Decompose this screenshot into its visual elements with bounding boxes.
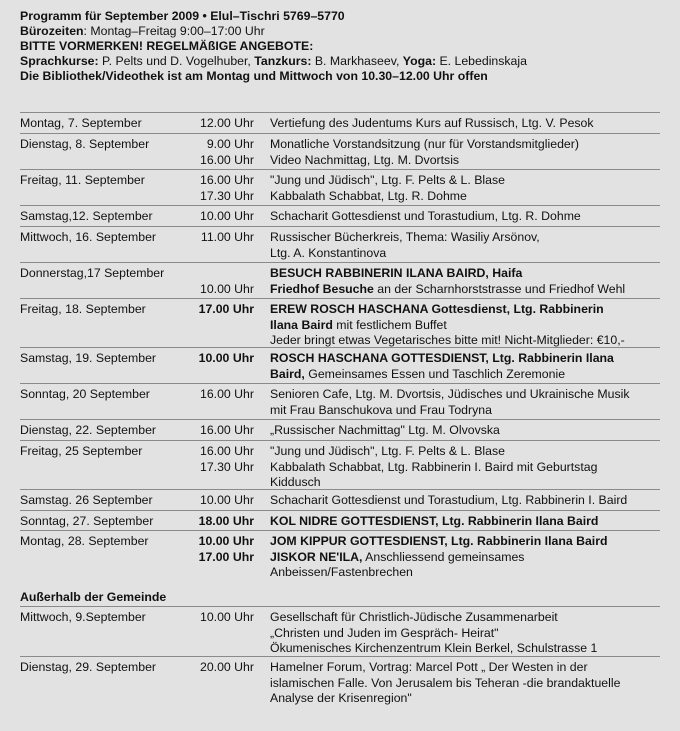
event-description bbox=[270, 173, 662, 204]
event-description bbox=[270, 266, 662, 297]
event-time-line: 17.30 Uhr bbox=[199, 459, 254, 474]
yoga-label: Yoga: bbox=[402, 54, 437, 68]
event-description-line bbox=[270, 403, 662, 419]
event-description-line bbox=[270, 550, 662, 566]
event-row-10 bbox=[20, 419, 660, 441]
event-description-text: Schacharit Gottesdienst und Torastudium, Ltg. Rabbinerin I. Baird bbox=[270, 493, 628, 507]
event-description bbox=[270, 387, 662, 418]
event-description-line bbox=[270, 423, 662, 439]
event-time-line: 16.00 Uhr bbox=[199, 173, 254, 187]
event-time-line: 12.00 Uhr bbox=[199, 116, 254, 130]
event-description-text: Video Nachmittag, Ltg. M. Dvortsis bbox=[270, 152, 460, 167]
event-description bbox=[270, 423, 662, 439]
event-description-text: Anbeissen/Fastenbrechen bbox=[270, 565, 413, 579]
event-time-line bbox=[192, 318, 254, 334]
event-description-text: Jeder bringt etwas Vegetarisches bitte mit! Nicht-Mitglieder: €10,- bbox=[270, 333, 625, 347]
event-time bbox=[192, 387, 254, 418]
event-description-text: Schacharit Gottesdienst und Torastudium, Ltg. R. Dohme bbox=[270, 209, 581, 223]
outside-event-row-1 bbox=[20, 606, 660, 656]
tanzkurs-label: Tanzkurs: bbox=[254, 54, 312, 68]
event-time-line bbox=[192, 565, 254, 581]
event-date: Samstag,12. September bbox=[20, 209, 153, 223]
event-description-line bbox=[270, 514, 662, 530]
sprachkurse-value: P. Pelts und D. Vogelhuber, bbox=[98, 54, 255, 68]
event-time bbox=[192, 116, 254, 132]
yoga-value: E. Lebedinskaja bbox=[436, 54, 527, 68]
event-description bbox=[270, 514, 662, 530]
office-hours-value: : Montag–Freitag 9:00–17:00 Uhr bbox=[83, 24, 265, 38]
event-description-text: an der Scharnhorststrasse und Friedhof Wehl bbox=[373, 281, 626, 296]
event-description-line bbox=[270, 610, 662, 626]
event-description-text: Analyse der Krisenregion" bbox=[270, 691, 412, 705]
event-row-9 bbox=[20, 383, 660, 420]
outside-heading: Außerhalb der Gemeinde bbox=[20, 590, 167, 604]
event-description-text: Kiddusch bbox=[270, 475, 321, 489]
event-description-text: Vertiefung des Judentums Kurs auf Russisch, Ltg. V. Pesok bbox=[270, 116, 594, 130]
event-row-6 bbox=[20, 262, 660, 299]
event-row-13 bbox=[20, 510, 660, 531]
event-description-text: JOM KIPPUR GOTTESDIENST, Ltg. Rabbinerin Ilana Baird bbox=[270, 534, 608, 548]
event-description-line bbox=[270, 302, 662, 318]
program-title: Programm für September 2009 • Elul–Tischri 5769–5770 bbox=[20, 9, 345, 23]
event-description-text: mit Frau Banschukova und Frau Todryna bbox=[270, 402, 492, 417]
regular-offers-notice: BITTE VORMERKEN! REGELMÄßIGE ANGEBOTE: bbox=[20, 39, 314, 53]
event-description-line bbox=[270, 351, 662, 367]
event-description bbox=[270, 230, 662, 261]
event-description-text: Senioren Cafe, Ltg. M. Dvortsis, Jüdisches und Ukrainische Musik bbox=[270, 387, 630, 401]
event-description-text: Kabbalath Schabbat, Ltg. R. Dohme bbox=[270, 188, 467, 203]
event-time-line bbox=[192, 641, 254, 657]
event-date: Donnerstag,17 September bbox=[20, 266, 165, 280]
event-description-text: Ilana Baird bbox=[270, 317, 333, 332]
event-description-line bbox=[270, 246, 662, 262]
event-description-line bbox=[270, 387, 662, 403]
event-description-line bbox=[270, 626, 662, 642]
event-time bbox=[192, 230, 254, 261]
event-description-text: "Jung und Jüdisch", Ltg. F. Pelts & L. Blase bbox=[270, 173, 505, 187]
event-description-line bbox=[270, 116, 662, 132]
event-description-line bbox=[270, 173, 662, 189]
event-row-11 bbox=[20, 440, 660, 490]
event-time-line bbox=[192, 403, 254, 419]
event-date: Samstag. 26 September bbox=[20, 493, 153, 507]
event-time bbox=[192, 660, 254, 707]
event-description-text: Anschliessend gemeinsames bbox=[362, 549, 525, 564]
event-description-text: Gemeinsames Essen und Taschlich Zeremonie bbox=[304, 366, 566, 381]
event-time-line bbox=[192, 691, 254, 707]
event-date: Sonntag, 20 September bbox=[20, 387, 150, 401]
sprachkurse-label: Sprachkurse: bbox=[20, 54, 99, 68]
event-date: Samstag, 19. September bbox=[20, 351, 157, 365]
office-hours-label: Bürozeiten bbox=[20, 24, 84, 38]
event-description-text: Monatliche Vorstandsitzung (nur für Vorstandsmitglieder) bbox=[270, 137, 579, 151]
event-description-text: ROSCH HASCHANA GOTTESDIENST, Ltg. Rabbinerin Ilana bbox=[270, 351, 614, 365]
event-row-3 bbox=[20, 169, 660, 206]
event-row-2 bbox=[20, 133, 660, 170]
event-description-text: Gesellschaft für Christlich-Jüdische Zusammenarbeit bbox=[270, 610, 558, 624]
event-description bbox=[270, 534, 662, 581]
event-row-4 bbox=[20, 205, 660, 227]
event-time-line: 9.00 Uhr bbox=[206, 137, 254, 151]
event-time-line: 17.00 Uhr bbox=[198, 549, 254, 564]
event-description-text: JISKOR NE'ILA, bbox=[270, 549, 363, 564]
event-time-line bbox=[192, 626, 254, 642]
event-time-line: 10.00 Uhr bbox=[199, 209, 254, 223]
event-time-line bbox=[192, 266, 254, 282]
event-date: Dienstag, 8. September bbox=[20, 137, 150, 151]
event-date: Dienstag, 29. September bbox=[20, 660, 157, 674]
event-description-line bbox=[270, 266, 662, 282]
event-time-line: 20.00 Uhr bbox=[199, 660, 254, 674]
event-description-line bbox=[270, 691, 662, 707]
event-description bbox=[270, 444, 662, 491]
event-time-line: 16.00 Uhr bbox=[199, 444, 254, 458]
event-time-line: 10.00 Uhr bbox=[198, 534, 254, 548]
event-time bbox=[192, 266, 254, 297]
event-description-text: KOL NIDRE GOTTESDIENST, Ltg. Rabbinerin Ilana Baird bbox=[270, 514, 599, 528]
event-time bbox=[192, 444, 254, 491]
event-description-text: Kabbalath Schabbat, Ltg. Rabbinerin I. Baird mit Geburtstag bbox=[270, 459, 598, 474]
event-description-line bbox=[270, 153, 662, 169]
event-description-text: "Jung und Jüdisch", Ltg. F. Pelts & L. Blase bbox=[270, 444, 505, 458]
event-description-text: „Christen und Juden im Gespräch- Heirat" bbox=[270, 625, 499, 640]
event-date: Sonntag, 27. September bbox=[20, 514, 154, 528]
event-description-line bbox=[270, 367, 662, 383]
event-description-line bbox=[270, 641, 662, 657]
event-description bbox=[270, 116, 662, 132]
event-time-line: 11.00 Uhr bbox=[200, 230, 254, 244]
event-description bbox=[270, 209, 662, 225]
event-time-line: 17.00 Uhr bbox=[198, 302, 254, 316]
event-description-line bbox=[270, 493, 662, 509]
event-time bbox=[192, 514, 254, 530]
event-date: Dienstag, 22. September bbox=[20, 423, 157, 437]
event-time bbox=[192, 137, 254, 168]
event-date: Freitag, 18. September bbox=[20, 302, 146, 316]
event-date: Montag, 7. September bbox=[20, 116, 142, 130]
event-description-line bbox=[270, 676, 662, 692]
event-description bbox=[270, 660, 662, 707]
event-date: Freitag, 25 September bbox=[20, 444, 143, 458]
event-time-line: 10.00 Uhr bbox=[199, 493, 254, 507]
event-row-14 bbox=[20, 530, 660, 577]
event-description-text: Ltg. A. Konstantinova bbox=[270, 245, 387, 260]
event-row-12 bbox=[20, 489, 660, 511]
event-description-text: BESUCH RABBINERIN ILANA BAIRD, Haifa bbox=[270, 266, 523, 280]
event-description bbox=[270, 351, 662, 382]
event-time-line: 10.00 Uhr bbox=[198, 351, 254, 365]
event-time bbox=[192, 423, 254, 439]
event-time-line: 17.30 Uhr bbox=[199, 188, 254, 203]
event-time bbox=[192, 209, 254, 225]
event-time-line: 16.00 Uhr bbox=[199, 423, 254, 437]
event-description-line bbox=[270, 444, 662, 460]
event-description-text: islamischen Falle. Von Jerusalem bis Teheran -die brandaktuelle bbox=[270, 675, 621, 690]
event-time bbox=[192, 534, 254, 581]
event-description-line bbox=[270, 209, 662, 225]
event-time bbox=[192, 173, 254, 204]
event-description-line bbox=[270, 565, 662, 581]
event-description-text: Ökumenisches Kirchenzentrum Klein Berkel, Schulstrasse 1 bbox=[270, 641, 598, 655]
event-row-8 bbox=[20, 347, 660, 384]
event-description-text: Baird, bbox=[270, 366, 305, 381]
event-description-line bbox=[270, 460, 662, 476]
event-description-text: „Russischer Nachmittag" Ltg. M. Olvovska bbox=[270, 423, 500, 437]
event-description-text: EREW ROSCH HASCHANA Gottesdienst, Ltg. Rabbinerin bbox=[270, 302, 604, 316]
event-description bbox=[270, 137, 662, 168]
event-time-line: 16.00 Uhr bbox=[199, 152, 254, 167]
event-description-line bbox=[270, 660, 662, 676]
event-date: Freitag, 11. September bbox=[20, 173, 145, 187]
library-hours: Die Bibliothek/Videothek ist am Montag und Mittwoch von 10.30–12.00 Uhr offen bbox=[20, 69, 488, 83]
event-description-text: mit festlichem Buffet bbox=[332, 317, 447, 332]
tanzkurs-value: B. Markhaseev, bbox=[311, 54, 403, 68]
event-description-line bbox=[270, 282, 662, 298]
event-date: Mittwoch, 16. September bbox=[20, 230, 157, 244]
event-description-line bbox=[270, 137, 662, 153]
outside-event-row-2 bbox=[20, 656, 660, 713]
event-time-line: 16.00 Uhr bbox=[199, 387, 254, 401]
event-description bbox=[270, 610, 662, 657]
event-row-5 bbox=[20, 226, 660, 263]
event-description bbox=[270, 302, 662, 349]
event-date: Montag, 28. September bbox=[20, 534, 149, 548]
event-time-line: 18.00 Uhr bbox=[198, 514, 254, 528]
event-time-line bbox=[192, 676, 254, 692]
event-description-line bbox=[270, 189, 662, 205]
event-description bbox=[270, 493, 662, 509]
event-description-line bbox=[270, 534, 662, 550]
event-time bbox=[192, 610, 254, 657]
event-time bbox=[192, 302, 254, 349]
event-time-line bbox=[192, 246, 254, 262]
event-time-line: 10.00 Uhr bbox=[199, 610, 254, 624]
event-time-line bbox=[192, 367, 254, 383]
event-time bbox=[192, 351, 254, 382]
event-time bbox=[192, 493, 254, 509]
event-row-7 bbox=[20, 298, 660, 348]
event-date: Mittwoch, 9.September bbox=[20, 610, 146, 624]
event-description-text: Friedhof Besuche bbox=[270, 281, 374, 296]
event-time-line: 10.00 Uhr bbox=[199, 281, 254, 296]
event-description-line bbox=[270, 230, 662, 246]
event-row-1 bbox=[20, 112, 660, 134]
event-description-line bbox=[270, 318, 662, 334]
event-description-text: Russischer Bücherkreis, Thema: Wasiliy Arsönov, bbox=[270, 230, 540, 244]
event-description-text: Hamelner Forum, Vortrag: Marcel Pott „ Der Westen in der bbox=[270, 660, 588, 674]
